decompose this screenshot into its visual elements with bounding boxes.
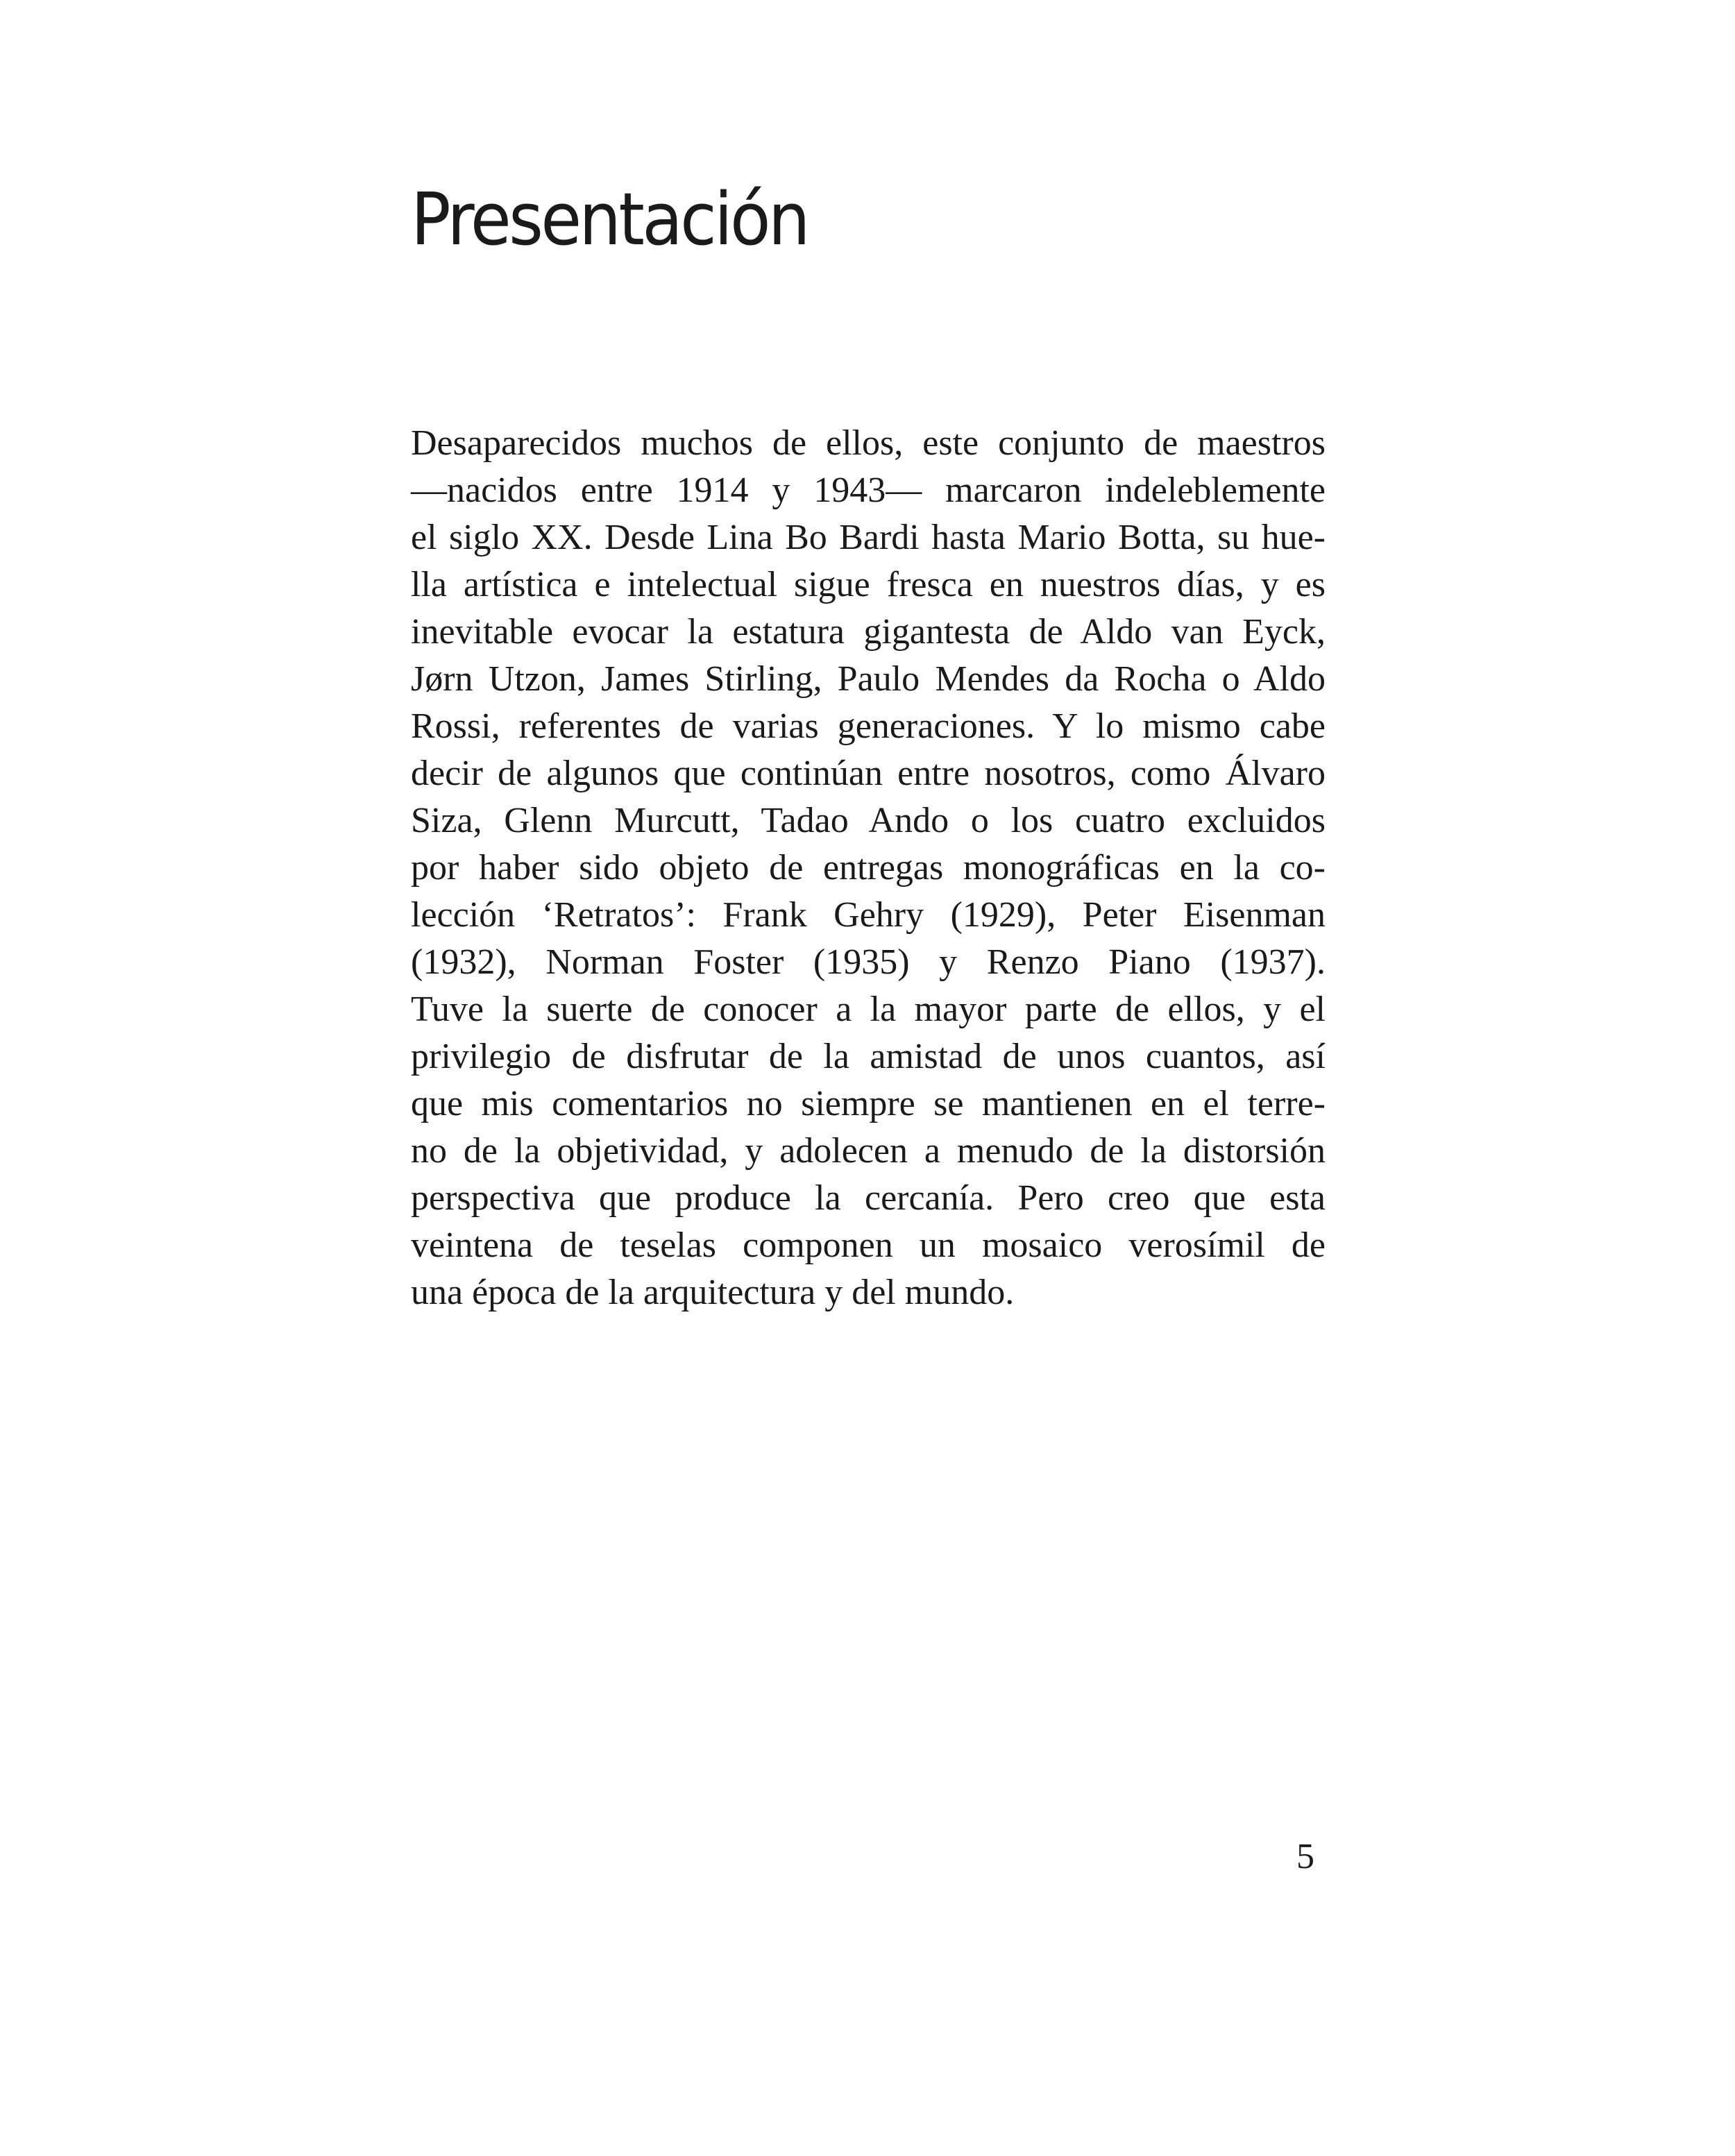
page-number: 5 bbox=[1296, 1837, 1314, 1876]
paragraph-line: Desaparecidos muchos de ellos, este conjunto de maestros bbox=[411, 423, 1326, 463]
paragraph-line: decir de algunos que continúan entre nosotros, como Álvaro bbox=[411, 754, 1326, 793]
paragraph-line: Siza, Glenn Murcutt, Tadao Ando o los cuatro excluidos bbox=[411, 801, 1326, 840]
body-paragraph bbox=[411, 420, 1326, 1316]
paragraph-line: Rossi, referentes de varias generaciones. Y lo mismo cabe bbox=[411, 706, 1326, 746]
paragraph-line: Tuve la suerte de conocer a la mayor parte de ellos, y el bbox=[411, 990, 1326, 1029]
paragraph-line: no de la objetividad, y adolecen a menudo de la distorsión bbox=[411, 1131, 1326, 1171]
paragraph-line: una época de la arquitectura y del mundo. bbox=[411, 1273, 1015, 1312]
paragraph-line: lla artística e intelectual sigue fresca en nuestros días, y es bbox=[411, 565, 1326, 604]
paragraph-line: (1932), Norman Foster (1935) y Renzo Piano (1937). bbox=[411, 942, 1326, 982]
paragraph-line: privilegio de disfrutar de la amistad de unos cuantos, así bbox=[411, 1037, 1326, 1076]
paragraph-line: perspectiva que produce la cercanía. Pero creo que esta bbox=[411, 1178, 1326, 1218]
paragraph-line: lección ‘Retratos’: Frank Gehry (1929), Peter Eisenman bbox=[411, 895, 1326, 935]
paragraph-line: que mis comentarios no siempre se mantienen en el terre- bbox=[411, 1084, 1326, 1123]
paragraph-line: veintena de teselas componen un mosaico verosímil de bbox=[411, 1225, 1326, 1265]
paragraph-line: Jørn Utzon, James Stirling, Paulo Mendes da Rocha o Aldo bbox=[411, 659, 1326, 699]
paragraph-line: inevitable evocar la estatura gigantesta de Aldo van Eyck, bbox=[411, 612, 1326, 652]
paragraph-line: —nacidos entre 1914 y 1943— marcaron indeleblemente bbox=[411, 470, 1326, 510]
page-title: Presentación bbox=[411, 177, 808, 262]
paragraph-line: por haber sido objeto de entregas monográficas en la co- bbox=[411, 848, 1326, 888]
paragraph-line: el siglo XX. Desde Lina Bo Bardi hasta Mario Botta, su hue- bbox=[411, 518, 1326, 557]
